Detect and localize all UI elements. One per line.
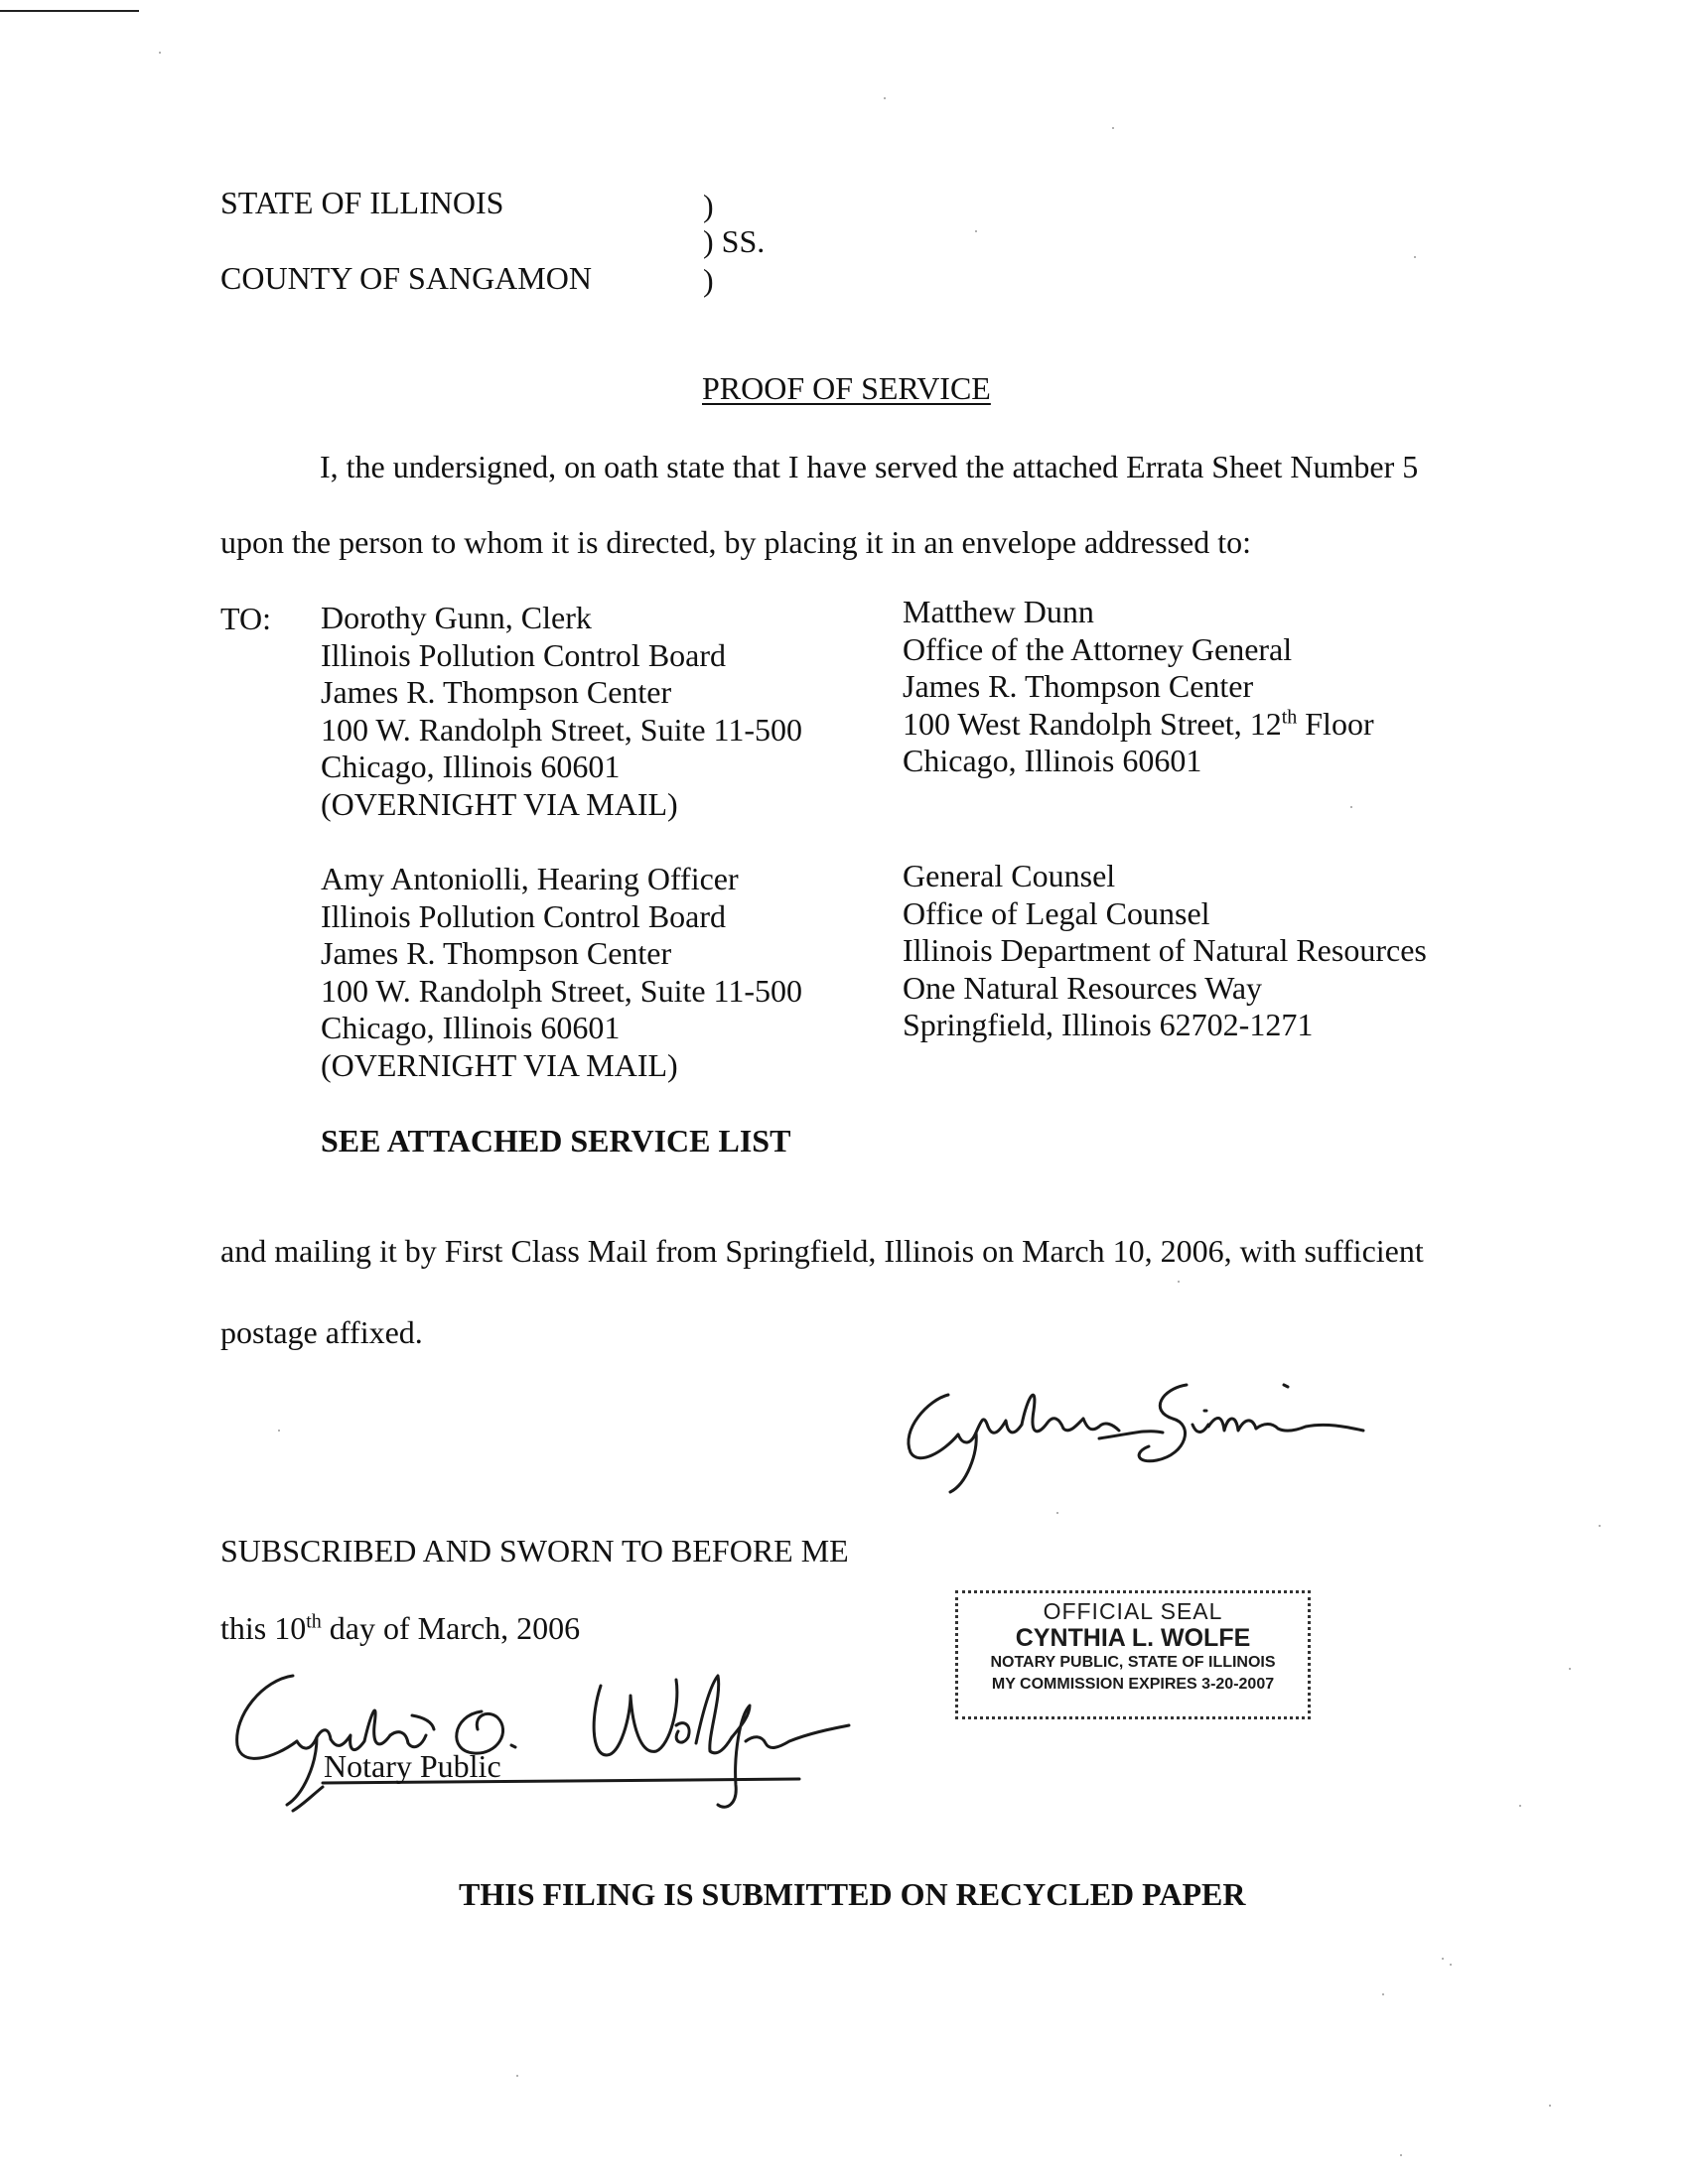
speck (1599, 1525, 1601, 1527)
caption-county: COUNTY OF SANGAMON (220, 260, 592, 296)
address-text: Floor (1297, 705, 1374, 742)
recipient-attorney-general (903, 594, 1374, 780)
speck (1350, 806, 1352, 808)
recipient-hearing-officer (321, 861, 802, 1084)
speck (516, 2075, 518, 2077)
intro-line-1: I, the undersigned, on oath state that I have served the attached Errata Sheet Number 5 (320, 449, 1419, 484)
speck (884, 97, 886, 99)
seal-title: OFFICIAL SEAL (1043, 1598, 1223, 1624)
speck (1569, 1668, 1571, 1670)
caption-paren-1: ) (703, 188, 714, 223)
address-line: Chicago, Illinois 60601 (903, 743, 1202, 778)
notary-seal (955, 1590, 1311, 1719)
ordinal-suffix: th (1281, 705, 1298, 728)
seal-commission-expiry: MY COMMISSION EXPIRES 3-20-2007 (991, 1676, 1275, 1693)
top-rule (0, 10, 139, 12)
address-line: 100 W. Randolph Street, Suite 11-500 (321, 972, 803, 1009)
address-line: Amy Antoniolli, Hearing Officer (321, 861, 739, 896)
address-line: Springfield, Illinois 62702-1271 (903, 1007, 1314, 1042)
speck (1178, 1281, 1180, 1283)
address-line: Office of the Attorney General (903, 630, 1293, 667)
speck (1442, 1958, 1444, 1960)
notary-signature-graphic (213, 1656, 859, 1815)
see-attached-service-list: SEE ATTACHED SERVICE LIST (321, 1123, 791, 1159)
address-line: James R. Thompson Center (903, 668, 1254, 704)
address-line: Office of Legal Counsel (903, 894, 1210, 931)
speck (1112, 127, 1114, 129)
address-line: Illinois Department of Natural Resources (903, 932, 1427, 968)
address-text: 100 West Randolph Street, 12 (903, 705, 1282, 742)
speck (159, 52, 161, 54)
recipient-clerk (321, 600, 802, 823)
speck (975, 230, 977, 232)
caption-paren-3: ) (703, 262, 714, 298)
address-line: (OVERNIGHT VIA MAIL) (321, 1046, 678, 1083)
footer-recycled-paper: THIS FILING IS SUBMITTED ON RECYCLED PAPER (459, 1876, 1246, 1912)
mailing-line-2: postage affixed. (220, 1314, 423, 1350)
speck (1400, 2154, 1402, 2156)
address-line: 100 W. Randolph Street, Suite 11-500 (321, 711, 803, 748)
caption-state: STATE OF ILLINOIS (220, 185, 504, 220)
jurat-text: day of March, 2006 (321, 1610, 581, 1646)
affiant-signature (889, 1375, 1375, 1494)
speck (1549, 2105, 1551, 2107)
ordinal-suffix: th (306, 1610, 322, 1633)
speck (1450, 1964, 1452, 1966)
jurat-line-2 (220, 1609, 580, 1647)
address-line: Chicago, Illinois 60601 (321, 749, 621, 784)
address-line: Illinois Pollution Control Board (321, 636, 727, 673)
intro-line-2: upon the person to whom it is directed, by placing it in an envelope addressed to: (220, 524, 1251, 560)
address-line: James R. Thompson Center (321, 674, 672, 710)
speck (1414, 256, 1416, 258)
address-line (903, 706, 1374, 744)
seal-text (965, 1598, 1301, 1711)
mailing-line-1: and mailing it by First Class Mail from Springfield, Illinois on March 10, 2006, with sufficient (220, 1233, 1424, 1269)
speck (1056, 1512, 1058, 1514)
speck (1519, 1805, 1521, 1807)
notary-public-label: Notary Public (324, 1748, 501, 1784)
speck (278, 1430, 280, 1432)
caption-ss: ) SS. (703, 223, 766, 259)
jurat-line-1: SUBSCRIBED AND SWORN TO BEFORE ME (220, 1533, 849, 1569)
page-title: PROOF OF SERVICE (702, 370, 991, 406)
recipient-general-counsel (903, 858, 1427, 1044)
address-line: Matthew Dunn (903, 594, 1094, 629)
address-line: Chicago, Illinois 60601 (321, 1010, 621, 1045)
address-line: General Counsel (903, 858, 1116, 893)
address-line: Dorothy Gunn, Clerk (321, 600, 592, 635)
affiant-signature-graphic (889, 1375, 1375, 1494)
address-line: James R. Thompson Center (321, 935, 672, 971)
address-line: One Natural Resources Way (903, 969, 1263, 1006)
seal-notary-name: CYNTHIA L. WOLFE (1015, 1624, 1251, 1652)
speck (1382, 1993, 1384, 1995)
address-line: (OVERNIGHT VIA MAIL) (321, 785, 678, 822)
address-line: Illinois Pollution Control Board (321, 897, 727, 934)
jurat-text: this 10 (220, 1610, 307, 1646)
to-label: TO: (220, 601, 271, 636)
notary-signature (213, 1656, 859, 1815)
seal-notary-state: NOTARY PUBLIC, STATE OF ILLINOIS (990, 1654, 1276, 1671)
